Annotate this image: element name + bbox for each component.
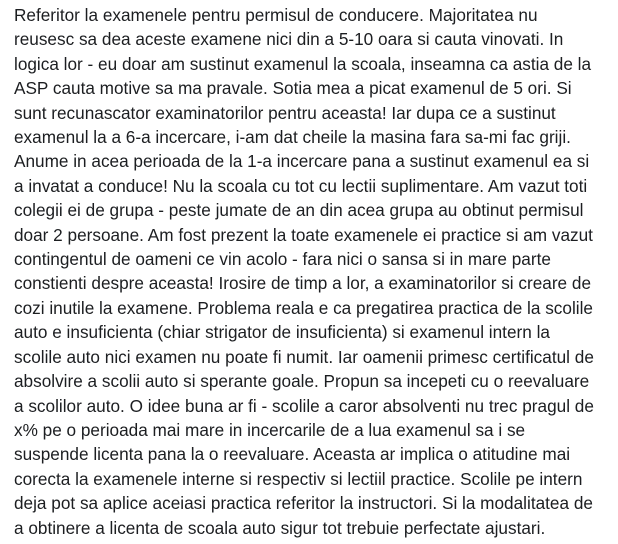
comment-text <box>14 3 614 540</box>
comment-line: doar 2 persoane. Am fost prezent la toate examenele ei practice si am vazut <box>14 224 593 245</box>
comment-line: contingentul de oameni ce vin acolo - fara nici o sansa si in mare parte <box>14 249 551 270</box>
comment-line: cozi inutile la examene. Problema reala e ca pregatirea practica de la scolile <box>14 297 593 318</box>
comment-line: constienti despre aceasta! Irosire de timp a lor, a examinatorilor si creare de <box>14 273 592 294</box>
comment-line: Referitor la examenele pentru permisul de conducere. Majoritatea nu <box>14 5 538 25</box>
comment-line: sunt recunascator examinatorilor pentru aceasta! Iar dupa ce a sustinut <box>14 102 556 123</box>
comment-line: deja pot sa aplice aceiasi practica referitor la instructori. Si la modalitatea de <box>14 493 593 514</box>
comment-line: absolvire a scolii auto si sperante goale. Propun sa incepeti cu o reevaluare <box>14 371 590 392</box>
comment-line: suspende licenta pana la o reevaluare. Aceasta ar implica o atitudine mai <box>14 444 571 465</box>
comment-line: auto e insuficienta (chiar strigator de insuficienta) si examenul intern la <box>14 322 550 343</box>
comment-line: scolile auto nici examen nu poate fi numit. Iar oamenii primesc certificatul de <box>14 346 594 367</box>
comment-line: a obtinere a licenta de scoala auto sigur tot trebuie perfectate ajustari. <box>14 517 546 538</box>
comment-line: colegii ei de grupa - peste jumate de an din acea grupa au obtinut permisul <box>14 200 584 221</box>
comment-line: examenul la a 6-a incercare, i-am dat cheile la masina fara sa-mi fac griji. <box>14 127 571 148</box>
comment-line: a scolilor auto. O idee buna ar fi - scolile a caror absolventi nu trec pragul de <box>14 395 594 416</box>
comment-line: logica lor - eu doar am sustinut examenul la scoala, inseamna ca astia de la <box>14 53 592 74</box>
comment-line: reusesc sa dea aceste examene nici din a 5-10 oara si cauta vinovati. In <box>14 29 564 50</box>
comment-line: x% pe o perioada mai mare in incercarile de a lua examenul sa i se <box>14 419 526 440</box>
comment-line: Anume in acea perioada de la 1-a incercare pana a sustinut examenul ea si <box>14 151 590 172</box>
comment-line: ASP cauta motive sa ma pravale. Sotia mea a picat examenul de 5 ori. Si <box>14 78 572 99</box>
comment-line: corecta la examenele interne si respectiv si lectiil practice. Scolile pe intern <box>14 468 583 489</box>
comment-line: a invatat a conduce! Nu la scoala cu tot cu lectii suplimentare. Am vazut toti <box>14 175 588 196</box>
